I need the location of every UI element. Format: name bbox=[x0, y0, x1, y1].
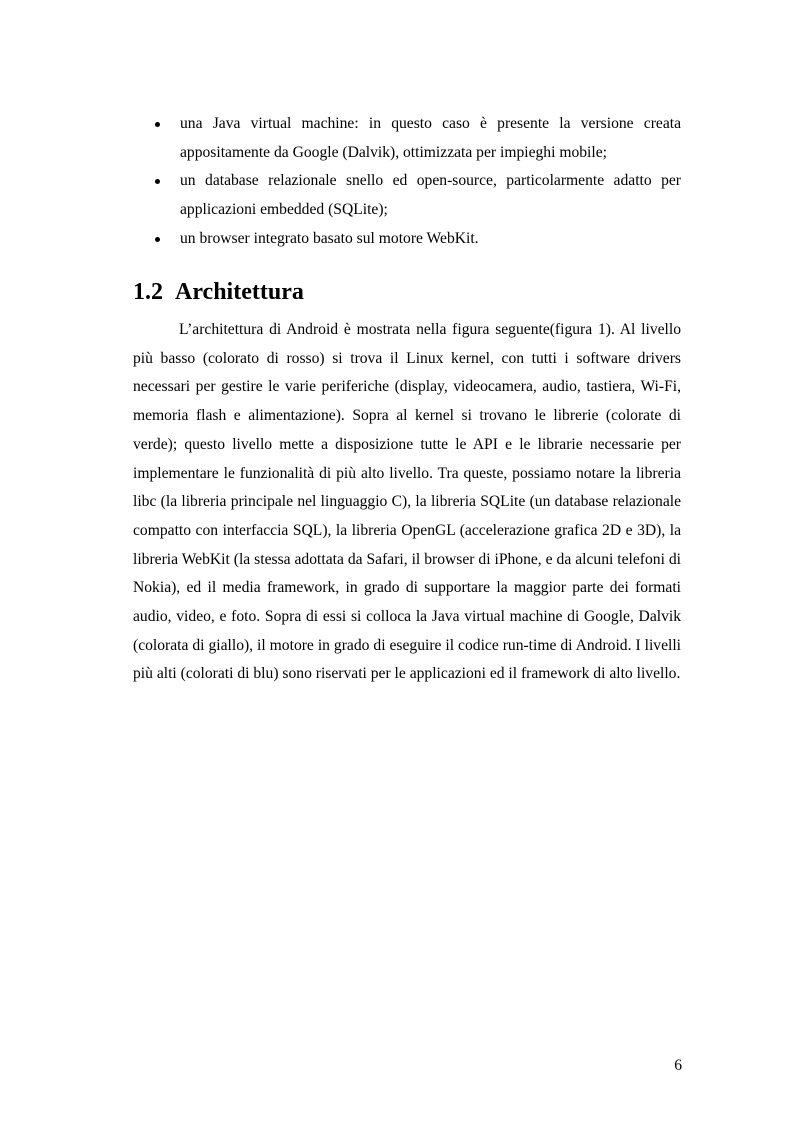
bullet-item-browser bbox=[133, 225, 681, 254]
bullet-dot-icon bbox=[155, 237, 160, 242]
bullet-dot-icon bbox=[155, 179, 160, 184]
bullet-item-database bbox=[133, 167, 681, 224]
bullet-text: un database relazionale snello ed open-source, particolarmente adatto per applicazioni embedded (SQLite); bbox=[180, 172, 681, 219]
page-number: 6 bbox=[674, 1057, 682, 1074]
bullet-list bbox=[133, 110, 681, 254]
bullet-text: una Java virtual machine: in questo caso è presente la versione creata appositamente da Google (Dalvik), ottimizzata per impieghi mobile; bbox=[180, 115, 681, 161]
section-title: Architettura bbox=[175, 279, 304, 305]
section-heading bbox=[133, 276, 304, 308]
bullet-text: un browser integrato basato sul motore WebKit. bbox=[180, 229, 479, 247]
bullet-dot-icon bbox=[155, 122, 160, 127]
bullet-item-java-vm bbox=[133, 110, 681, 167]
body-paragraph: L’architettura di Android è mostrata nella figura seguente(figura 1). Al livello più basso (colorato di rosso) si trova il Linux kernel, con tutti i software drivers necessari per gestire le varie periferiche (display, videocamera, audio, tastiera, Wi-Fi, memoria flash e alimentazione). Sopra al kernel si trovano le librerie (colorate di verde); questo livello mette a disposizione tutte le API e le librarie necessarie per implementare le funzionalità di più alto livello. Tra queste, possiamo notare la libreria libc (la libreria principale nel linguaggio C), la libreria SQLite (un database relazionale compatto con interfaccia SQL), la libreria OpenGL (accelerazione grafica 2D e 3D), la libreria WebKit (la stessa adottata da Safari, il browser di iPhone, e da alcuni telefoni di Nokia), ed il media framework, in grado di supportare la maggior parte dei formati audio, video, e foto. Sopra di essi si colloca la Java virtual machine di Google, Dalvik (colorata di giallo), il motore in grado di eseguire il codice run-time di Android. I livelli più alti (colorati di blu) sono riservati per le applicazioni ed il framework di alto livello. bbox=[133, 321, 681, 683]
section-number: 1.2 bbox=[133, 279, 163, 305]
